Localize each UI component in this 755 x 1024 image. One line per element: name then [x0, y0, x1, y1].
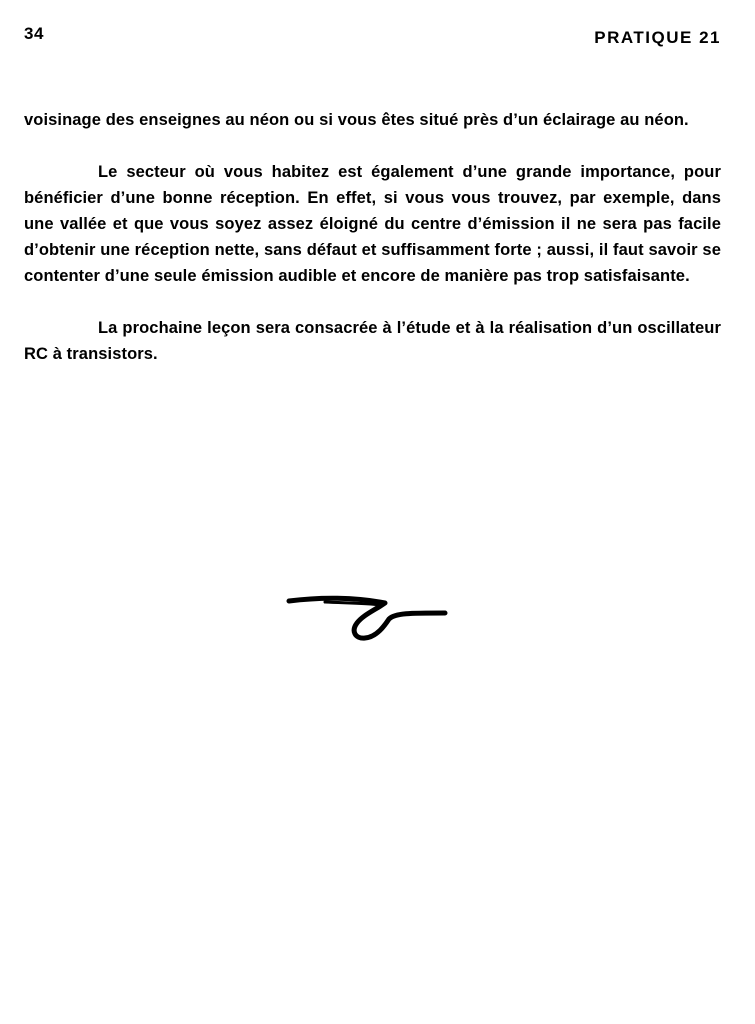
- body-text: [24, 107, 721, 393]
- running-title: PRATIQUE 21: [594, 28, 721, 47]
- paragraph-reception: Le secteur où vous habitez est également d’une grande importance, pour bénéficier d’une bonne réception. En effet, si vous vous trouvez, par exemple, dans une vallée et que vous soyez assez éloigné du centre d’émission il ne sera pas facile d’obtenir une réception nette, sans défaut et suffisamment forte ; aussi, il faut savoir se contenter d’une seule émission audible et encore de manière pas trop satisfaisante.: [24, 163, 721, 285]
- page-number: 34: [24, 24, 44, 43]
- closing-flourish-icon: [285, 575, 455, 650]
- paragraph-continuation: voisinage des enseignes au néon ou si vous êtes situé près d’un éclairage au néon.: [24, 111, 689, 129]
- paragraph-next-lesson: La prochaine leçon sera consacrée à l’étude et à la réalisation d’un oscillateur RC à transistors.: [24, 319, 721, 363]
